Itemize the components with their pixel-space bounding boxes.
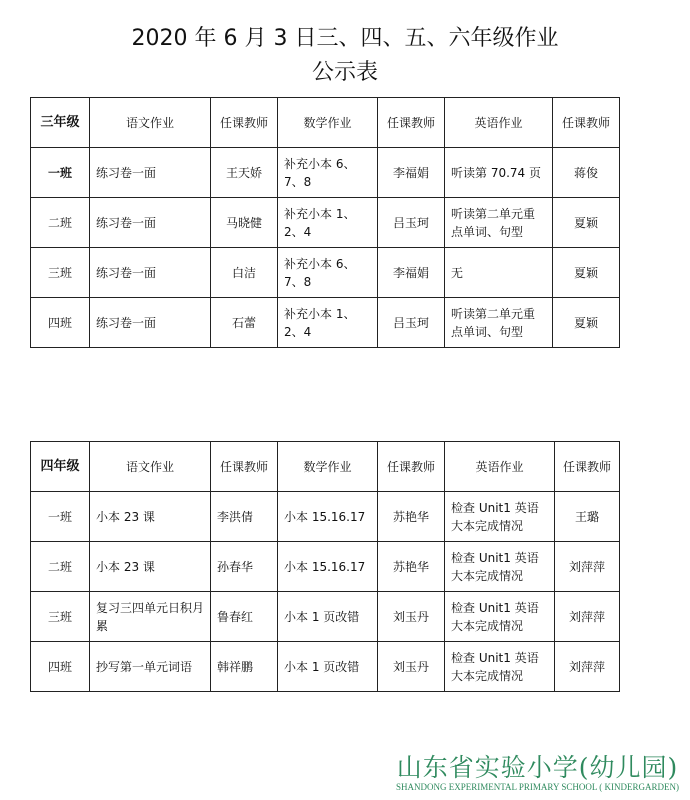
grade-label: 三年级 (31, 98, 90, 148)
page-title: 2020 年 6 月 3 日三、四、五、六年级作业 (131, 26, 559, 51)
header-teacher: 任课教师 (553, 98, 620, 148)
chinese-hw-cell: 练习卷一面 (90, 198, 211, 248)
class-cell: 四班 (31, 298, 90, 348)
chinese-teacher-cell: 王天娇 (211, 148, 278, 198)
math-hw-cell: 小本 15.16.17 (278, 542, 378, 592)
chinese-teacher-cell: 马晓健 (211, 198, 278, 248)
english-teacher-cell: 刘萍萍 (555, 542, 620, 592)
math-hw-cell: 小本 1 页改错 (278, 642, 378, 692)
table-row (31, 298, 620, 348)
chinese-hw-cell: 小本 23 课 (90, 492, 211, 542)
chinese-teacher-cell: 石蕾 (211, 298, 278, 348)
english-teacher-cell: 王璐 (555, 492, 620, 542)
math-hw-cell: 小本 1 页改错 (278, 592, 378, 642)
table-header-row (31, 98, 620, 148)
table-row (31, 198, 620, 248)
math-hw-cell: 补充小本 1、2、4 (278, 198, 378, 248)
math-hw-cell: 补充小本 1、2、4 (278, 298, 378, 348)
english-hw-cell: 无 (445, 248, 553, 298)
table-row (31, 592, 620, 642)
header-math: 数学作业 (278, 98, 378, 148)
chinese-teacher-cell: 孙春华 (211, 542, 278, 592)
grade3-table (30, 97, 620, 348)
chinese-hw-cell: 练习卷一面 (90, 248, 211, 298)
header-english: 英语作业 (445, 442, 555, 492)
table-row (31, 642, 620, 692)
header-teacher: 任课教师 (211, 98, 278, 148)
table-header-row (31, 442, 620, 492)
math-teacher-cell: 刘玉丹 (378, 642, 445, 692)
english-teacher-cell: 夏颖 (553, 198, 620, 248)
class-cell: 一班 (31, 492, 90, 542)
school-name-cn: 山东省实验小学(幼儿园) (396, 753, 679, 782)
math-hw-cell: 补充小本 6、7、8 (278, 248, 378, 298)
math-teacher-cell: 苏艳华 (378, 542, 445, 592)
chinese-hw-cell: 复习三四单元日积月累 (90, 592, 211, 642)
math-teacher-cell: 刘玉丹 (378, 592, 445, 642)
class-cell: 四班 (31, 642, 90, 692)
school-name-en: SHANDONG EXPERIMENTAL PRIMARY SCHOOL ( KINDERGARDEN) (395, 782, 680, 792)
english-hw-cell: 听读第二单元重点单词、句型 (445, 298, 553, 348)
class-cell: 三班 (31, 248, 90, 298)
header-teacher: 任课教师 (211, 442, 278, 492)
math-teacher-cell: 李福娟 (378, 148, 445, 198)
table-row (31, 248, 620, 298)
english-hw-cell: 听读第二单元重点单词、句型 (445, 198, 553, 248)
class-cell: 一班 (31, 148, 90, 198)
header-english: 英语作业 (445, 98, 553, 148)
header-teacher: 任课教师 (378, 442, 445, 492)
chinese-teacher-cell: 韩祥鹏 (211, 642, 278, 692)
math-teacher-cell: 吕玉珂 (378, 198, 445, 248)
english-hw-cell: 检查 Unit1 英语大本完成情况 (445, 492, 555, 542)
header-math: 数学作业 (278, 442, 378, 492)
math-hw-cell: 补充小本 6、7、8 (278, 148, 378, 198)
english-teacher-cell: 刘萍萍 (555, 642, 620, 692)
header-teacher: 任课教师 (555, 442, 620, 492)
grade-label: 四年级 (31, 442, 90, 492)
english-hw-cell: 检查 Unit1 英语大本完成情况 (445, 592, 555, 642)
english-teacher-cell: 蒋俊 (553, 148, 620, 198)
math-teacher-cell: 李福娟 (378, 248, 445, 298)
class-cell: 二班 (31, 198, 90, 248)
english-hw-cell: 听读第 70.74 页 (445, 148, 553, 198)
chinese-hw-cell: 练习卷一面 (90, 298, 211, 348)
table-row (31, 542, 620, 592)
header-teacher: 任课教师 (378, 98, 445, 148)
chinese-teacher-cell: 鲁春红 (211, 592, 278, 642)
chinese-hw-cell: 练习卷一面 (90, 148, 211, 198)
english-teacher-cell: 刘萍萍 (555, 592, 620, 642)
math-teacher-cell: 苏艳华 (378, 492, 445, 542)
class-cell: 二班 (31, 542, 90, 592)
chinese-teacher-cell: 白洁 (211, 248, 278, 298)
table-row (31, 148, 620, 198)
school-logo (390, 748, 685, 798)
chinese-teacher-cell: 李洪倩 (211, 492, 278, 542)
english-teacher-cell: 夏颖 (553, 248, 620, 298)
english-hw-cell: 检查 Unit1 英语大本完成情况 (445, 642, 555, 692)
page-subtitle: 公示表 (311, 60, 378, 85)
header-chinese: 语文作业 (90, 442, 211, 492)
chinese-hw-cell: 小本 23 课 (90, 542, 211, 592)
chinese-hw-cell: 抄写第一单元词语 (90, 642, 211, 692)
math-hw-cell: 小本 15.16.17 (278, 492, 378, 542)
table-row (31, 492, 620, 542)
grade4-table (30, 441, 620, 692)
class-cell: 三班 (31, 592, 90, 642)
english-teacher-cell: 夏颖 (553, 298, 620, 348)
header-chinese: 语文作业 (90, 98, 211, 148)
english-hw-cell: 检查 Unit1 英语大本完成情况 (445, 542, 555, 592)
math-teacher-cell: 吕玉珂 (378, 298, 445, 348)
